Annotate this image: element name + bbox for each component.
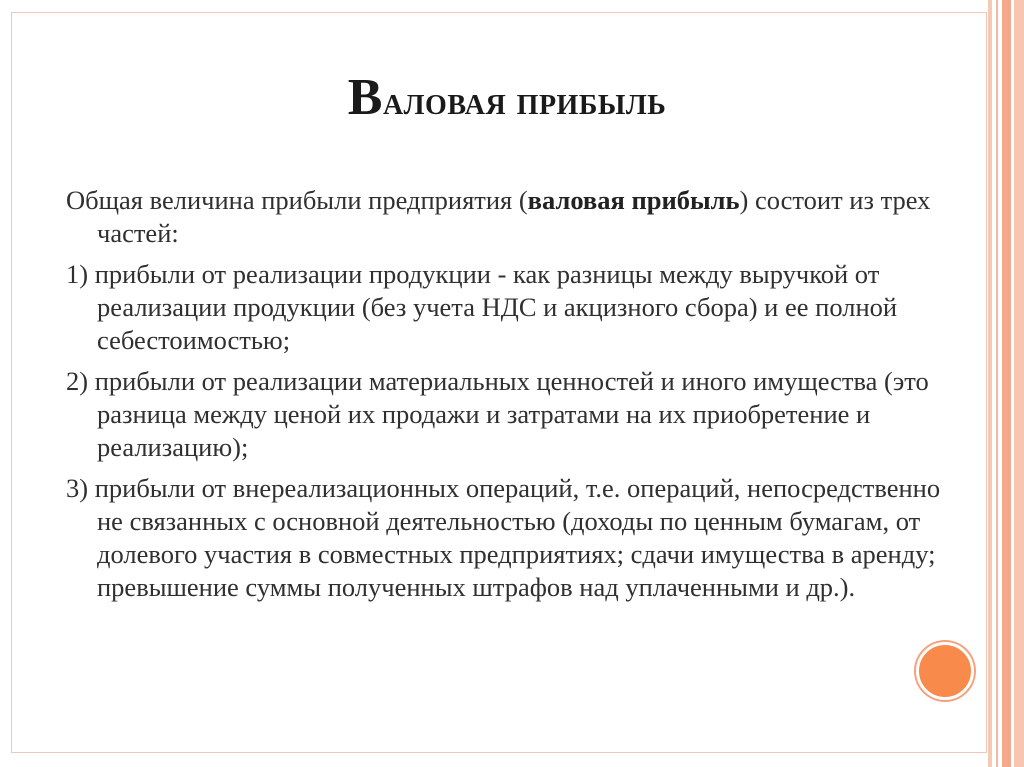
list-item-text: прибыли от реализации продукции - как разницы между выручкой от реализации продукции (без учета НДС и акцизного сбора) и ее полной себестоимостью; (94, 259, 898, 355)
list-item-text: прибыли от реализации материальных ценностей и иного имущества (это разница между ценой их продажи и затратами на их приобретение и реализацию); (94, 366, 929, 462)
list-item-text: прибыли от внереализационных операций, т.е. операций, непосредственно не связанных с основной деятельностью (доходы по ценным бумагам, от долевого участия в совместных предприятиях; сдачи имущества в аренду; превышение суммы полученных штрафов над уплаченными и др.). (94, 473, 941, 602)
list-item-marker: 1) (66, 259, 89, 289)
slide-content (66, 184, 946, 612)
intro-text-start: Общая величина прибыли предприятия ( (66, 185, 528, 215)
list-item (66, 472, 946, 604)
intro-bold-term: валовая прибыль (527, 185, 740, 215)
decorative-circle (916, 642, 974, 700)
intro-text-end: ) состоит из трех частей: (97, 185, 931, 248)
list-item (66, 365, 946, 464)
stripe (1014, 0, 1024, 767)
list-item-marker: 3) (66, 473, 89, 503)
list-item-marker: 2) (66, 366, 89, 396)
list-item (66, 258, 946, 357)
intro-paragraph (66, 184, 946, 250)
slide-title (0, 68, 1014, 127)
title-first-letter: В (347, 69, 383, 126)
title-rest: аловая прибыль (382, 78, 667, 123)
